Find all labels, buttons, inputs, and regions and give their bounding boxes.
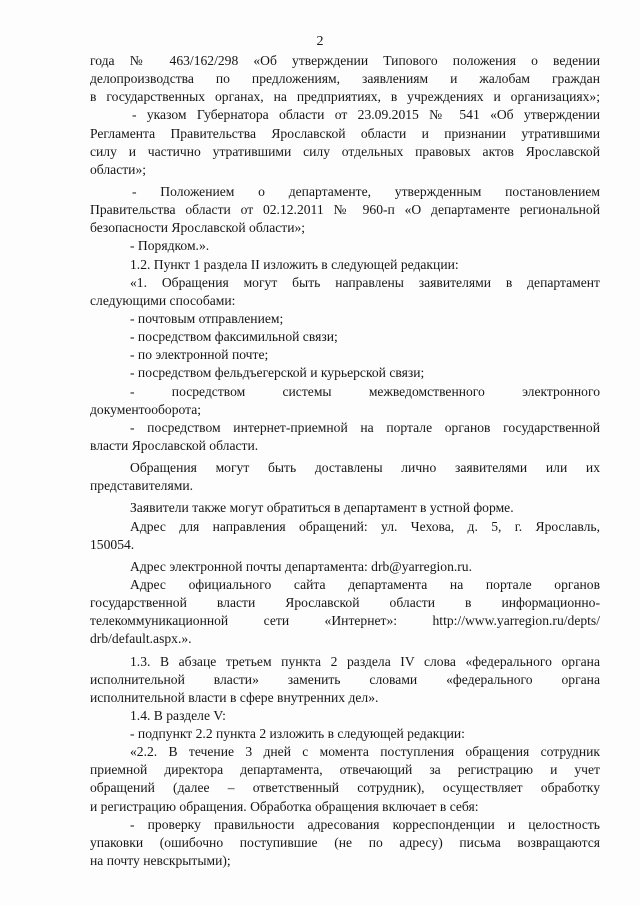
text-line: - подпункт 2.2 пункта 2 изложить в следующей редакции: (130, 726, 465, 742)
text-line: Правительства области от 02.12.2011 № 960-п «О департаменте региональной (90, 202, 600, 218)
text-line: на почту невскрытыми); (90, 853, 231, 869)
text-line: drb/default.aspx.». (90, 631, 192, 647)
text-line: 1.4. В разделе V: (130, 707, 226, 723)
text-line: в государственных органах, на предприятиях, в учреждениях и организациях»; (90, 89, 600, 105)
text-line: - проверку правильности адресования корреспонденции и целостность (130, 816, 600, 832)
text-line: - по электронной почте; (130, 347, 269, 363)
text-line: Адрес официального сайта департамента на портале органов (130, 576, 600, 592)
page-number: 2 (316, 34, 324, 49)
text-line: - посредством факсимильной связи; (130, 329, 338, 345)
text-line: - Порядком.». (130, 238, 210, 254)
text-line: «1. Обращения могут быть направлены заявителями в департамент (130, 274, 600, 290)
text-line: государственной власти Ярославской области в информационно- (90, 595, 600, 611)
text-line: делопроизводства по предложениям, заявлениям и жалобам граждан (90, 71, 600, 87)
text-line: Адрес для направления обращений: ул. Чехова, д. 5, г. Ярославль, (130, 518, 600, 534)
text-line: Обращения могут быть доставлены лично заявителями или их (130, 460, 600, 476)
text-line: телекоммуникационной сети «Интернет»: http://www.yarregion.ru/depts/ (90, 613, 600, 629)
text-line: безопасности Ярославской области»; (90, 220, 306, 236)
text-line: обращений (далее – ответственный сотрудник), осуществляет обработку (90, 780, 600, 796)
text-line: - почтовым отправлением; (130, 310, 284, 326)
text-line: Регламента Правительства Ярославской области и признании утратившими (90, 125, 600, 141)
text-line: документооборота; (90, 401, 202, 417)
text-line: года № 463/162/298 «Об утверждении Типового положения о ведении (90, 53, 600, 68)
text-line: приемной директора департамента, отвечающий за регистрацию и учет (90, 762, 600, 778)
text-line: следующими способами: (90, 292, 236, 308)
text-line: упаковки (ошибочно поступившие (не по адресу) письма возвращаются (90, 834, 600, 850)
text-line: «2.2. В течение 3 дней с момента поступления обращения сотрудник (130, 744, 600, 760)
text-line: исполнительной власти в сфере внутренних дел». (90, 689, 379, 705)
text-line: - посредством системы межведомственного электронного (130, 383, 600, 399)
text-line: 150054. (90, 536, 135, 552)
text-line: - Положением о департаменте, утвержденным постановлением (132, 183, 600, 199)
text-line: 1.3. В абзаце третьем пункта 2 раздела IV слова «федерального органа (130, 653, 600, 669)
text-line: Адрес электронной почты департамента: drb@yarregion.ru. (130, 558, 473, 574)
text-line: - указом Губернатора области от 23.09.2015 № 541 «Об утверждении (132, 107, 600, 123)
text-line: представителями. (90, 478, 193, 494)
text-line: области»; (90, 161, 147, 177)
text-line: и регистрацию обращения. Обработка обращения включает в себя: (90, 798, 479, 814)
text-line: исполнительной власти» заменить словами «федерального органа (90, 671, 600, 687)
text-line: 1.2. Пункт 1 раздела II изложить в следующей редакции: (130, 256, 459, 272)
document-body (90, 52, 600, 870)
text-line: - посредством интернет-приемной на портале органов государственной (130, 419, 600, 435)
text-line: силу и частично утратившими силу отдельных правовых актов Ярославской (90, 143, 600, 159)
text-line: - посредством фельдъегерской и курьерской связи; (130, 365, 425, 381)
text-line: власти Ярославской области. (90, 437, 259, 453)
text-line: Заявители также могут обратиться в департамент в устной форме. (130, 500, 514, 516)
